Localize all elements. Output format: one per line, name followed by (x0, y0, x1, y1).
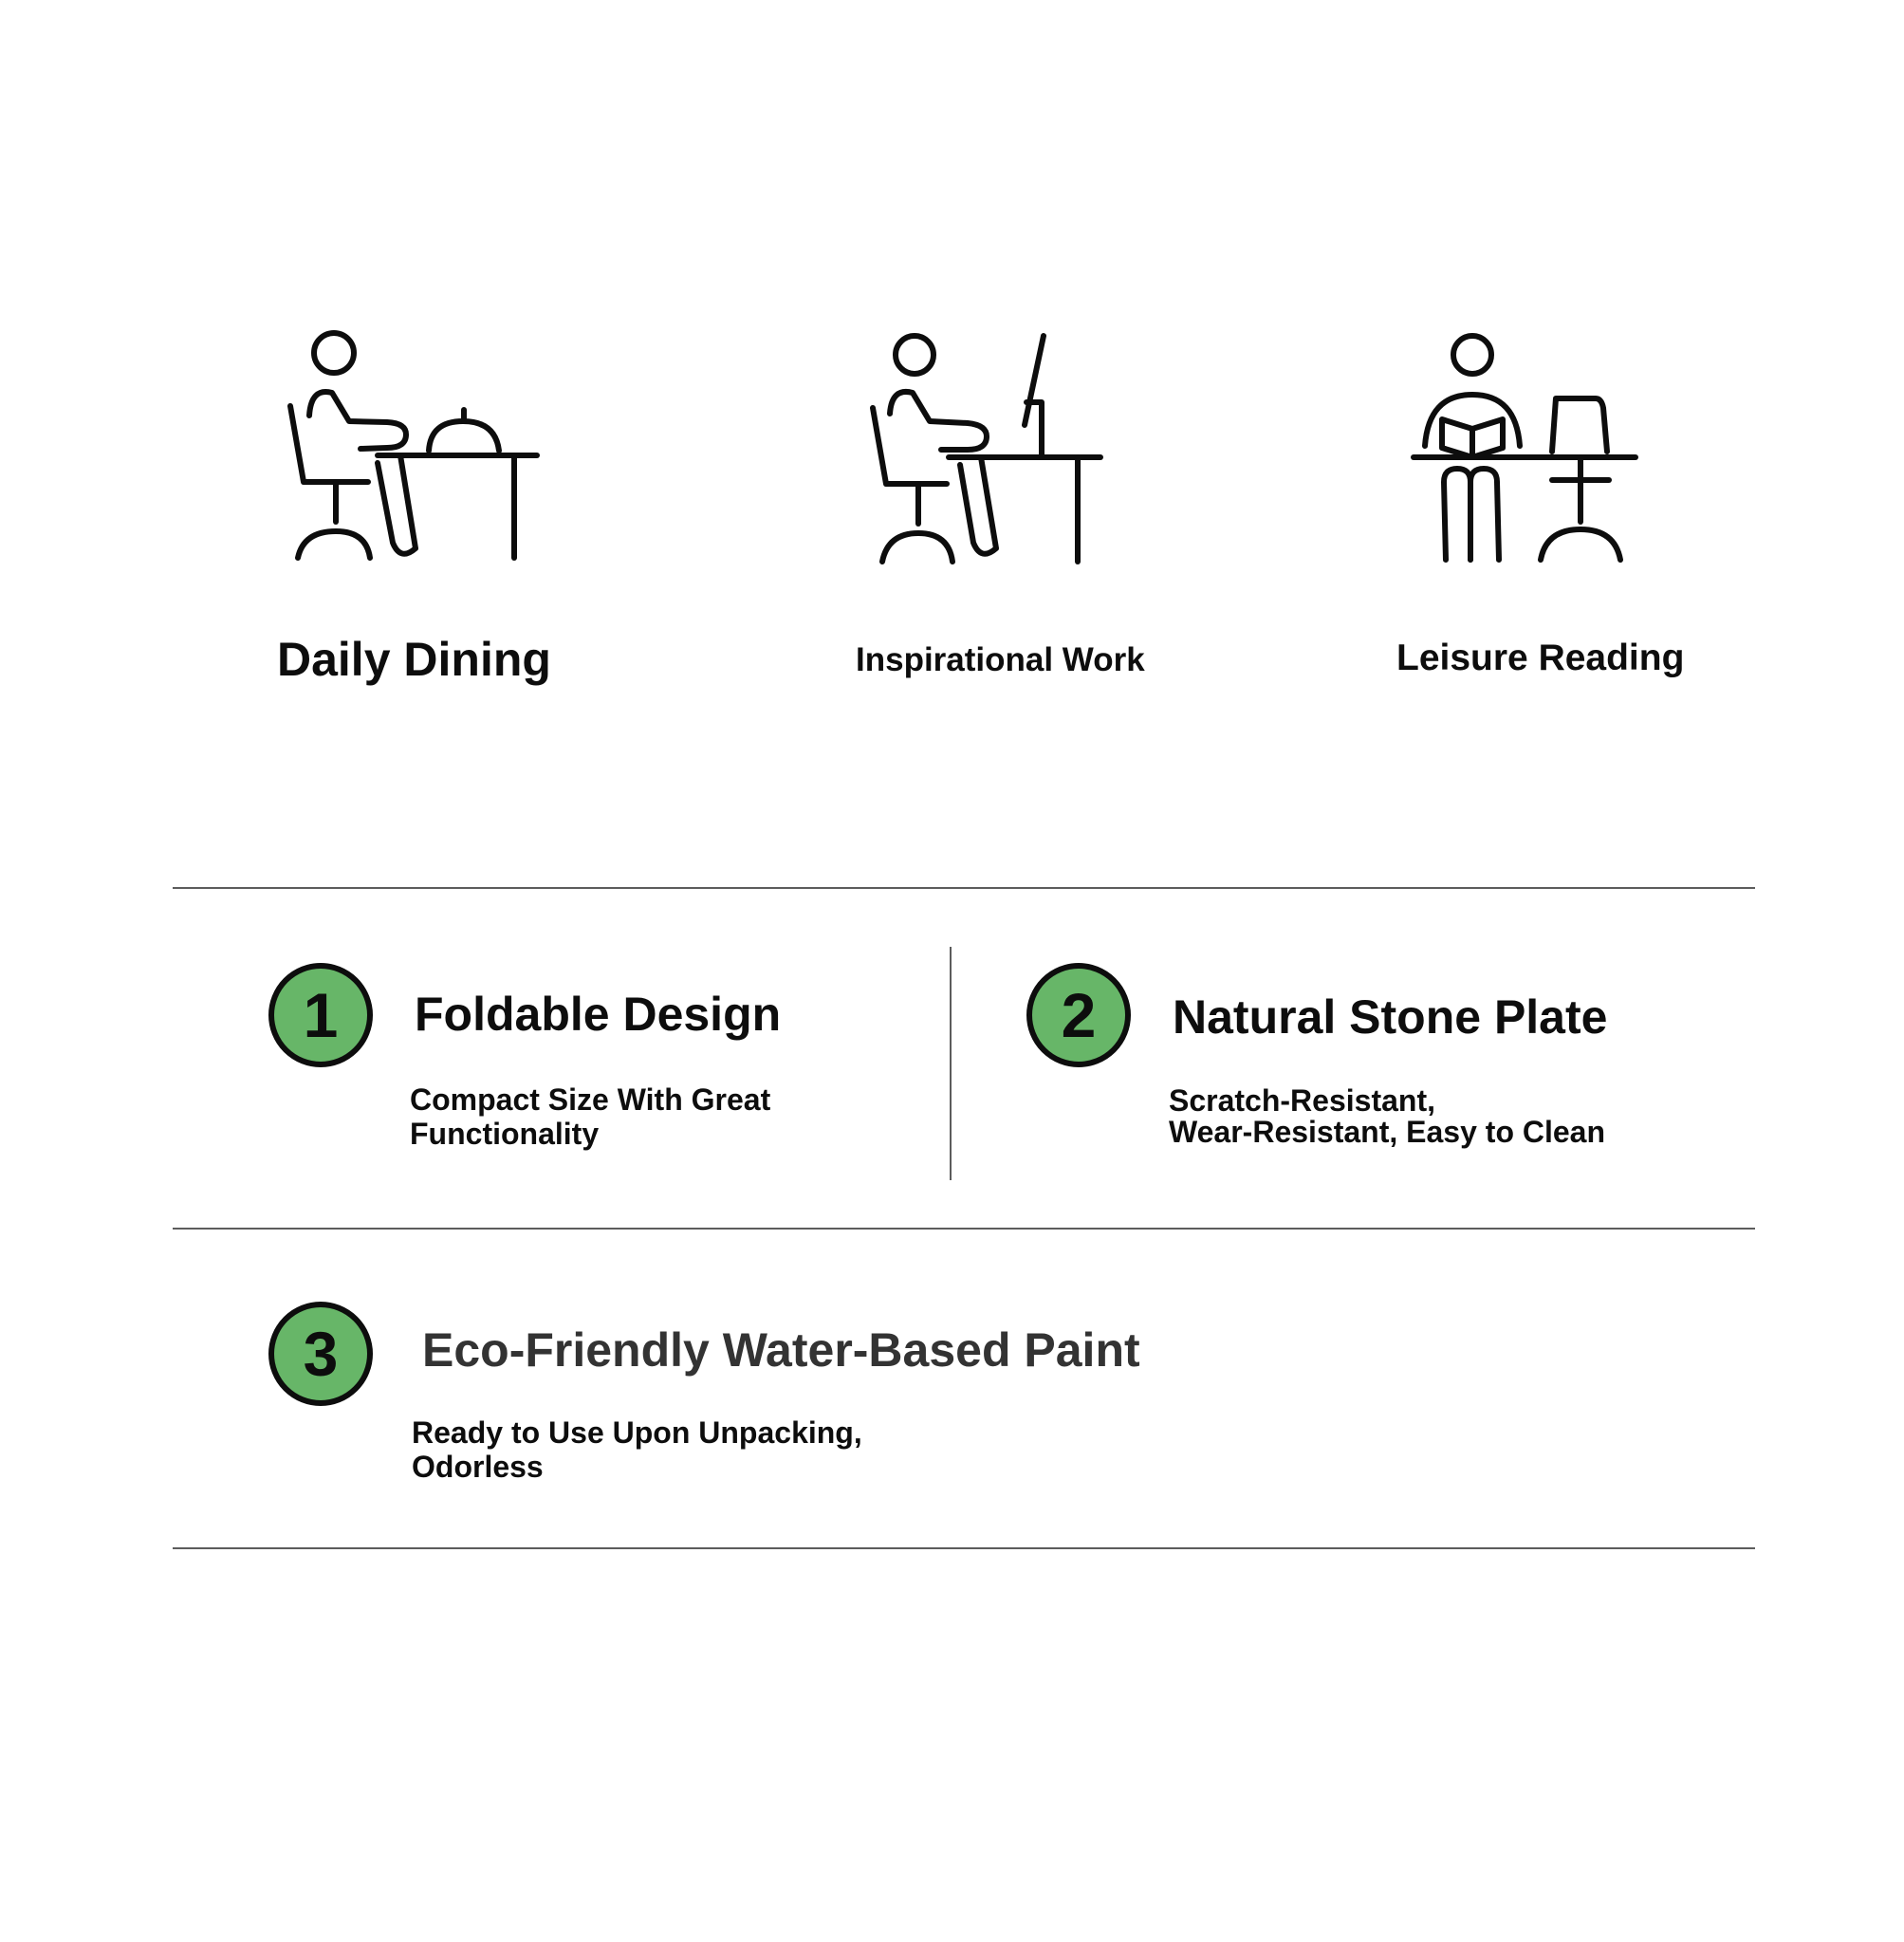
feature-desc-line: Scratch-Resistant, (1169, 1083, 1435, 1118)
person-reading-icon (1408, 323, 1654, 569)
feature-desc-line: Ready to Use Upon Unpacking, (412, 1415, 862, 1450)
feature-number-badge-1: 1 (268, 963, 373, 1067)
feature-desc-foldable-design (410, 1082, 770, 1151)
feature-desc-eco-friendly-paint (412, 1415, 862, 1484)
feature-desc-line: Odorless (412, 1450, 544, 1484)
feature-title-eco-friendly-paint: Eco-Friendly Water-Based Paint (422, 1323, 1140, 1377)
feature-desc-line: Compact Size With Great (410, 1082, 771, 1117)
feature-title-natural-stone-plate: Natural Stone Plate (1173, 990, 1608, 1044)
divider-middle (173, 1228, 1755, 1230)
feature-number-badge-3: 3 (268, 1302, 373, 1406)
feature-number-badge-2: 2 (1026, 963, 1131, 1067)
person-computer-icon (861, 323, 1127, 569)
feature-desc-line: Functionality (410, 1117, 600, 1151)
divider-bottom (173, 1547, 1755, 1549)
divider-top (173, 887, 1755, 889)
feature-desc-natural-stone-plate (1169, 1085, 1605, 1148)
feature-title-foldable-design: Foldable Design (415, 988, 782, 1041)
scene-label-inspirational-work: Inspirational Work (856, 641, 1145, 678)
scene-label-leisure-reading: Leisure Reading (1396, 638, 1685, 678)
feature-desc-line: Wear-Resistant, Easy to Clean (1169, 1115, 1606, 1149)
person-dining-icon (275, 323, 560, 569)
scene-label-daily-dining: Daily Dining (277, 633, 551, 686)
divider-vertical (950, 947, 952, 1180)
